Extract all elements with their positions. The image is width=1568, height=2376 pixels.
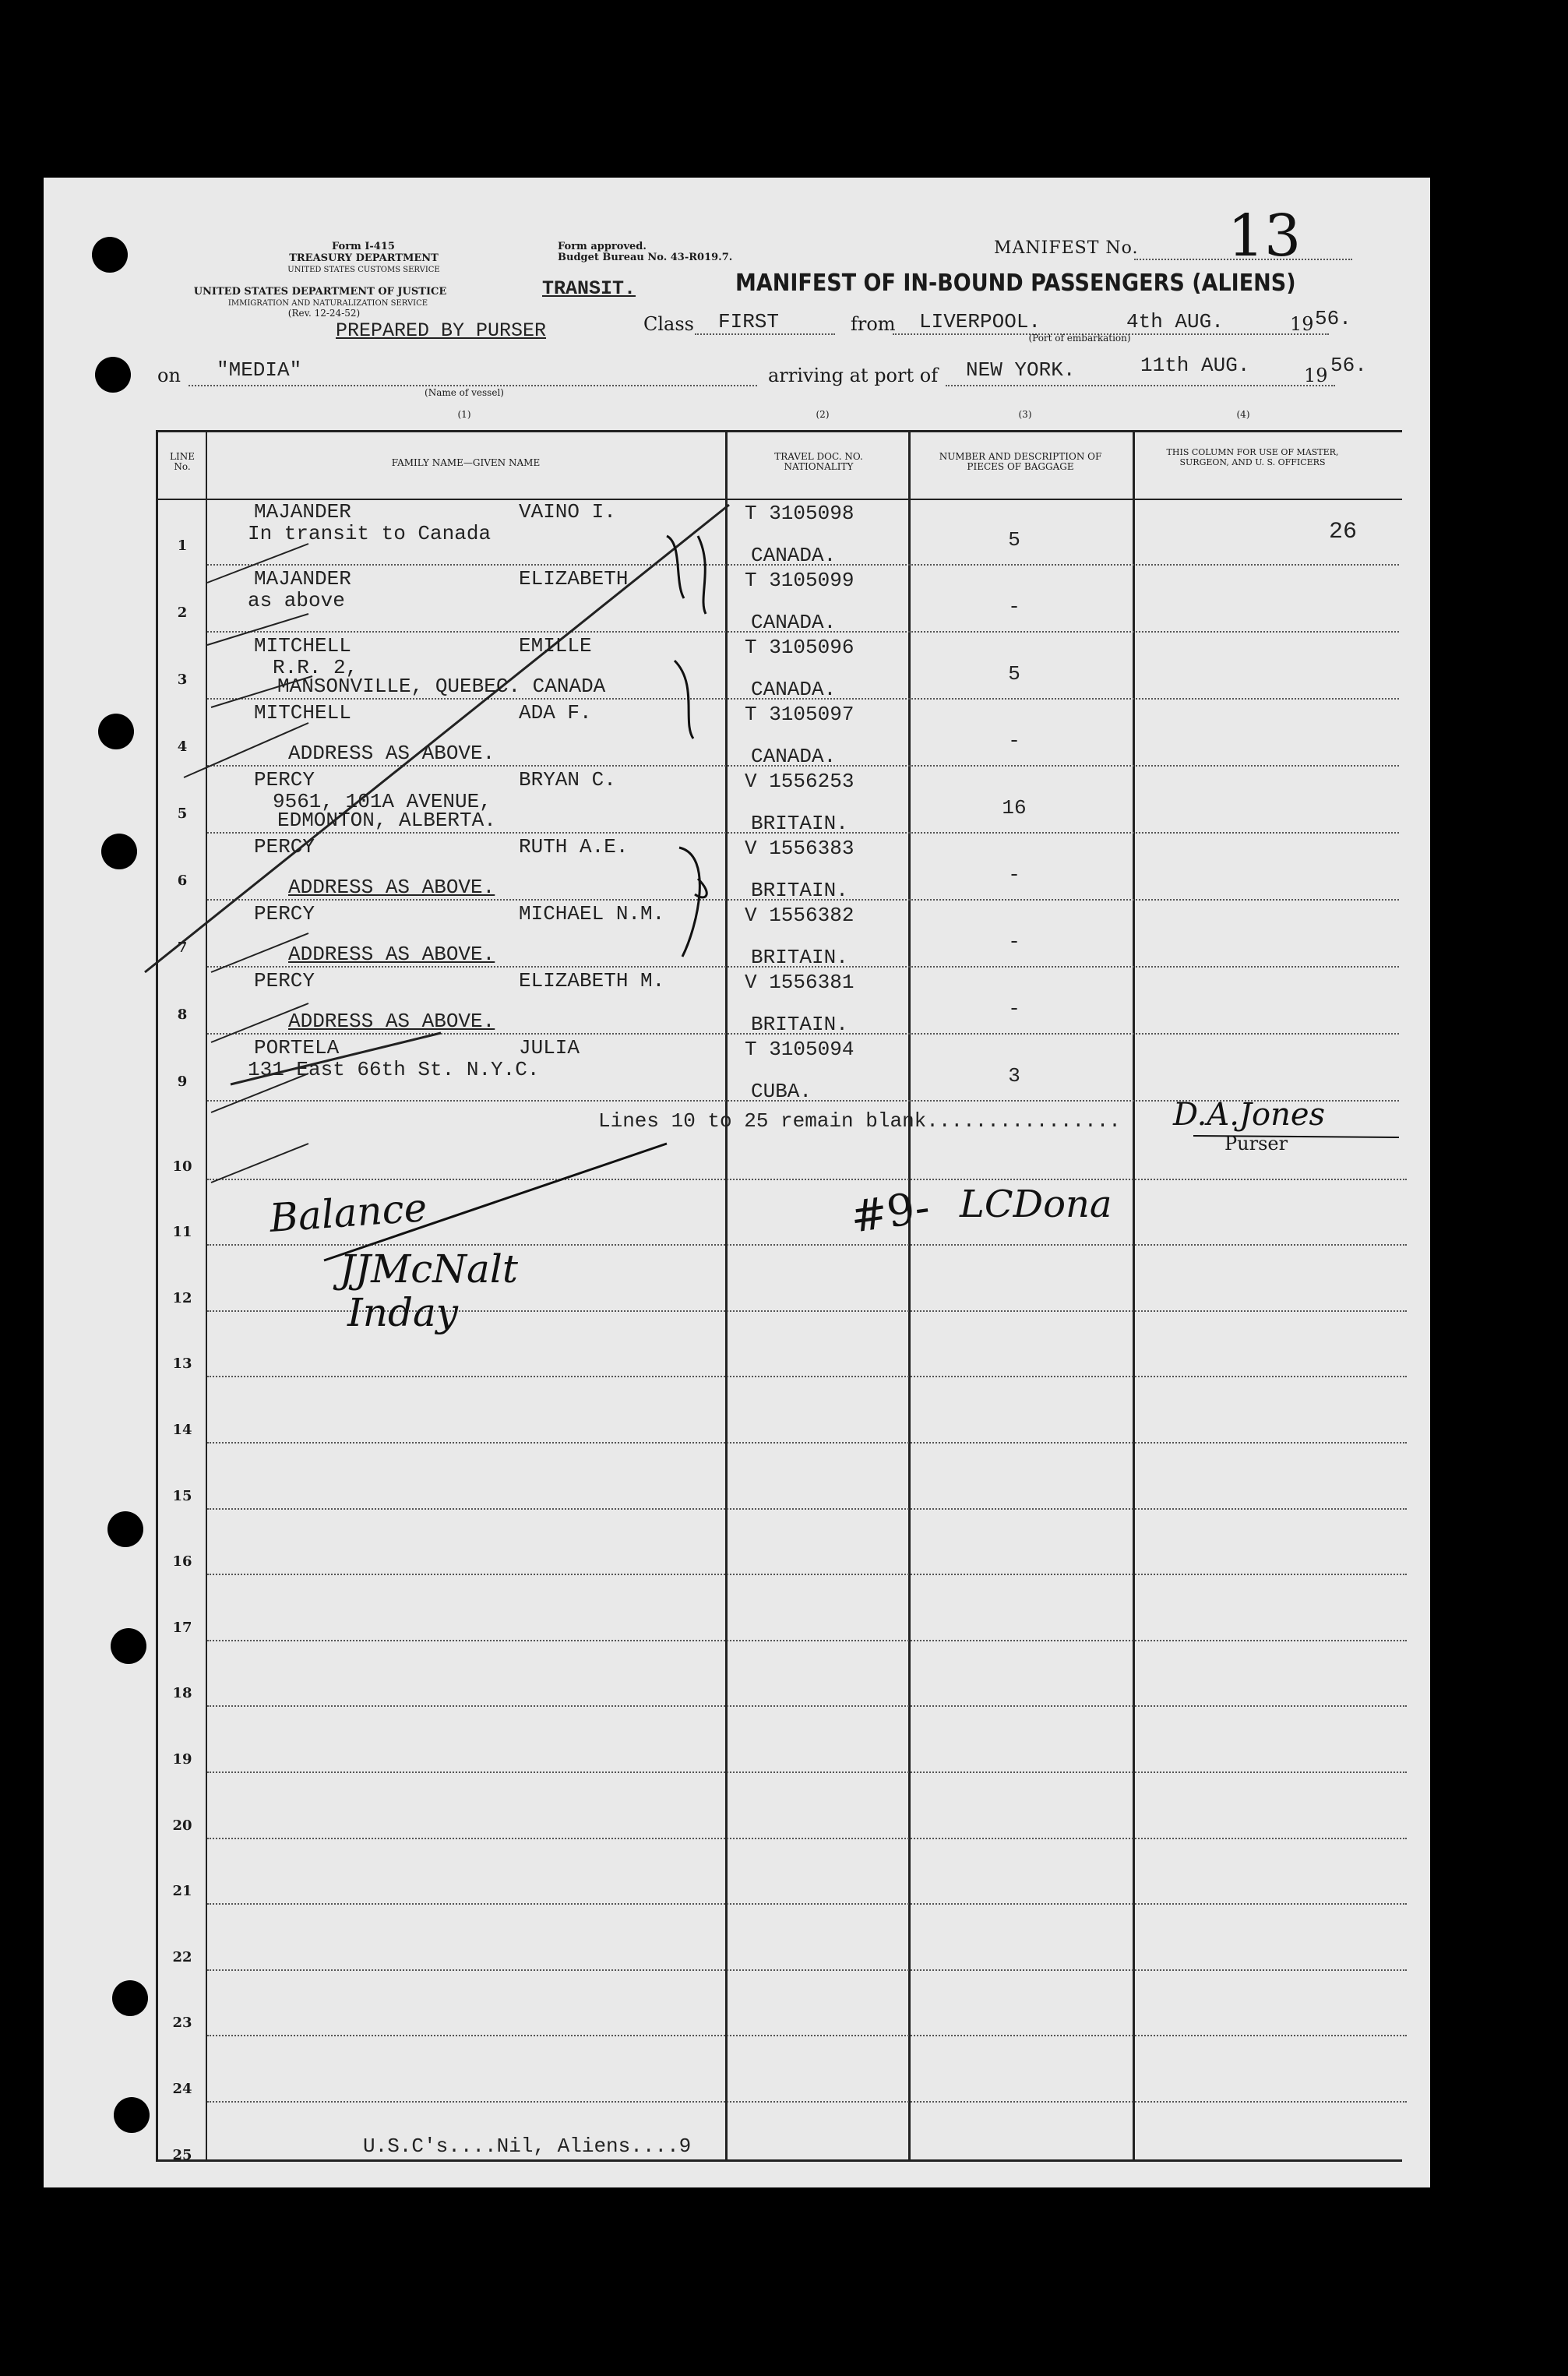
line-number: 1	[177, 538, 188, 554]
nationality: CUBA.	[751, 1080, 812, 1103]
baggage-count: 16	[1002, 796, 1027, 820]
handwritten-inspector: LCDona	[960, 1183, 1112, 1226]
travel-doc-number: V 1556382	[745, 904, 854, 927]
line-number: 13	[172, 1355, 192, 1373]
baggage-count: -	[1008, 863, 1020, 887]
manifest-number: 13	[1228, 203, 1302, 270]
ins-service: IMMIGRATION AND NATURALIZATION SERVICE	[227, 299, 428, 308]
given-name: JULIA	[519, 1036, 580, 1059]
manifest-title: MANIFEST OF IN-BOUND PASSENGERS (ALIENS)	[735, 270, 1296, 297]
family-name: PERCY	[254, 835, 315, 858]
address-line-1: 9561, 101A AVENUE,	[273, 790, 492, 813]
handwritten-initials: JJMcNalt	[340, 1246, 518, 1292]
line-number: 7	[177, 939, 188, 956]
purser-signature: D.A.Jones	[1173, 1097, 1326, 1133]
embark-date: 4th AUG.	[1126, 310, 1224, 333]
nationality: BRITAIN.	[751, 812, 848, 835]
port-embarkation-caption: (Port of embarkation)	[1028, 333, 1131, 344]
travel-doc-number: T 3105099	[745, 569, 854, 592]
line-number: 3	[177, 672, 188, 688]
from-label: from	[851, 313, 896, 335]
line-number: 11	[172, 1224, 192, 1241]
year-prefix-2: 19	[1304, 365, 1328, 386]
handwritten-count: #9-	[847, 1182, 933, 1243]
line-number: 4	[177, 739, 188, 755]
line-number: 24	[172, 2081, 192, 2097]
col-num-3: (3)	[1018, 409, 1032, 420]
manifest-number-label: MANIFEST No.	[994, 238, 1139, 258]
line-number: 9	[177, 1073, 188, 1090]
baggage-count: 5	[1008, 528, 1020, 552]
given-name: EMILLE	[519, 634, 592, 657]
vessel-caption: (Name of vessel)	[425, 387, 504, 398]
travel-doc-number: T 3105096	[745, 636, 854, 659]
nationality: BRITAIN.	[751, 1013, 848, 1036]
line-number: 8	[177, 1006, 188, 1023]
given-name: ELIZABETH M.	[519, 969, 665, 992]
travel-doc-number: T 3105098	[745, 502, 854, 525]
budget-bureau: Budget Bureau No. 43-R019.7.	[558, 252, 733, 263]
family-name: PERCY	[254, 768, 315, 791]
address-line-2: MANSONVILLE, QUEBEC. CANADA	[277, 675, 606, 698]
line-number: 22	[172, 1948, 192, 1965]
manifest-page	[44, 178, 1430, 2187]
family-name: PERCY	[254, 902, 315, 925]
col-header-travel: TRAVEL DOC. NO. NATIONALITY	[774, 451, 863, 472]
revision: (Rev. 12-24-52)	[287, 308, 361, 319]
line-number: 19	[172, 1751, 192, 1768]
baggage-count: -	[1008, 930, 1020, 954]
baggage-count: -	[1008, 729, 1020, 753]
line-number: 10	[172, 1158, 192, 1175]
family-name: MAJANDER	[254, 500, 351, 523]
table-bottom-border	[156, 2159, 1402, 2162]
justice-dept: UNITED STATES DEPARTMENT OF JUSTICE	[193, 286, 447, 298]
on-label: on	[157, 365, 181, 386]
line-number: 15	[172, 1487, 192, 1504]
line-number: 25	[172, 2146, 192, 2163]
line-number: 17	[172, 1619, 192, 1636]
family-name: MITCHELL	[254, 634, 351, 657]
handwritten-signature: Inday	[347, 1290, 459, 1335]
address-line-2: ADDRESS AS ABOVE.	[288, 1010, 495, 1033]
given-name: ELIZABETH	[519, 567, 629, 590]
family-name: MITCHELL	[254, 701, 351, 724]
line-number: 20	[172, 1817, 192, 1834]
arrival-year: 56.	[1330, 354, 1367, 377]
given-name: VAINO I.	[519, 500, 616, 523]
travel-doc-number: T 3105094	[745, 1038, 854, 1061]
baggage-count: 3	[1008, 1064, 1020, 1088]
address-line-2: ADDRESS AS ABOVE.	[288, 876, 495, 899]
line-number: 5	[177, 806, 188, 822]
address-line-2: ADDRESS AS ABOVE.	[288, 742, 495, 765]
footer-totals: U.S.C's....Nil, Aliens....9	[363, 2135, 692, 2158]
address-line-2: ADDRESS AS ABOVE.	[288, 943, 495, 966]
embark-year: 56.	[1315, 307, 1351, 330]
line-number: 2	[177, 605, 188, 621]
year-prefix-1: 19	[1290, 313, 1314, 335]
treasury-dept: TREASURY DEPARTMENT	[289, 252, 439, 264]
nationality: CANADA.	[751, 745, 837, 768]
baggage-count: -	[1008, 595, 1020, 619]
given-name: MICHAEL N.M.	[519, 902, 665, 925]
nationality: CANADA.	[751, 678, 837, 701]
travel-doc-number: V 1556383	[745, 837, 854, 860]
travel-doc-number: V 1556253	[745, 770, 854, 793]
handwritten-balance: Balance	[268, 1185, 428, 1241]
purser-label: Purser	[1224, 1133, 1288, 1155]
address-line-1: 131 East 66th St. N.Y.C.	[248, 1058, 540, 1081]
line-number: 18	[172, 1685, 192, 1702]
pen-marks	[44, 178, 1430, 2187]
col-header-baggage: NUMBER AND DESCRIPTION OF PIECES OF BAGGAGE	[939, 451, 1102, 472]
col-num-1: (1)	[457, 409, 471, 420]
travel-doc-number: T 3105097	[745, 703, 854, 726]
col-header-name: FAMILY NAME—GIVEN NAME	[391, 457, 541, 468]
nationality: CANADA.	[751, 544, 837, 567]
family-name: PORTELA	[254, 1036, 340, 1059]
from-port: LIVERPOOL.	[919, 310, 1041, 333]
given-name: BRYAN C.	[519, 768, 616, 791]
vessel-name: "MEDIA"	[217, 358, 302, 382]
form-approved: Form approved.	[558, 241, 647, 252]
family-name: MAJANDER	[254, 567, 351, 590]
form-number: Form I-415	[332, 241, 395, 252]
col-header-line-no: LINE No.	[170, 451, 195, 472]
address-line-1: R.R. 2,	[273, 656, 358, 679]
given-name: RUTH A.E.	[519, 835, 629, 858]
line-number: 6	[177, 872, 188, 889]
arrival-port: NEW YORK.	[966, 358, 1076, 382]
col-num-2: (2)	[816, 409, 830, 420]
line-number: 23	[172, 2015, 192, 2032]
nationality: BRITAIN.	[751, 946, 848, 969]
line-number: 21	[172, 1883, 192, 1900]
travel-doc-number: V 1556381	[745, 971, 854, 994]
arrival-date: 11th AUG.	[1140, 354, 1250, 377]
given-name: ADA F.	[519, 701, 592, 724]
address-line-1: as above	[248, 589, 345, 612]
family-name: PERCY	[254, 969, 315, 992]
line-number: 12	[172, 1289, 192, 1306]
officer-note: 26	[1329, 519, 1358, 545]
col-num-4: (4)	[1236, 409, 1250, 420]
baggage-count: -	[1008, 997, 1020, 1021]
line-number: 14	[172, 1422, 192, 1438]
prepared-by-purser: PREPARED BY PURSER	[336, 319, 547, 342]
baggage-count: 5	[1008, 662, 1020, 686]
customs-service: UNITED STATES CUSTOMS SERVICE	[287, 266, 440, 274]
transit-stamp: TRANSIT.	[542, 277, 636, 300]
address-line-1: In transit to Canada	[248, 522, 492, 545]
nationality: BRITAIN.	[751, 879, 848, 902]
nationality: CANADA.	[751, 611, 837, 634]
line-number: 16	[172, 1553, 192, 1570]
class-label: Class	[643, 313, 694, 335]
arriving-label: arriving at port of	[768, 365, 939, 386]
col-header-officers: THIS COLUMN FOR USE OF MASTER, SURGEON, AND U. S. OFFICERS	[1166, 447, 1339, 467]
class-value: FIRST	[718, 310, 780, 333]
address-line-2: EDMONTON, ALBERTA.	[277, 809, 496, 832]
blank-lines-note: Lines 10 to 25 remain blank................	[598, 1109, 1121, 1133]
